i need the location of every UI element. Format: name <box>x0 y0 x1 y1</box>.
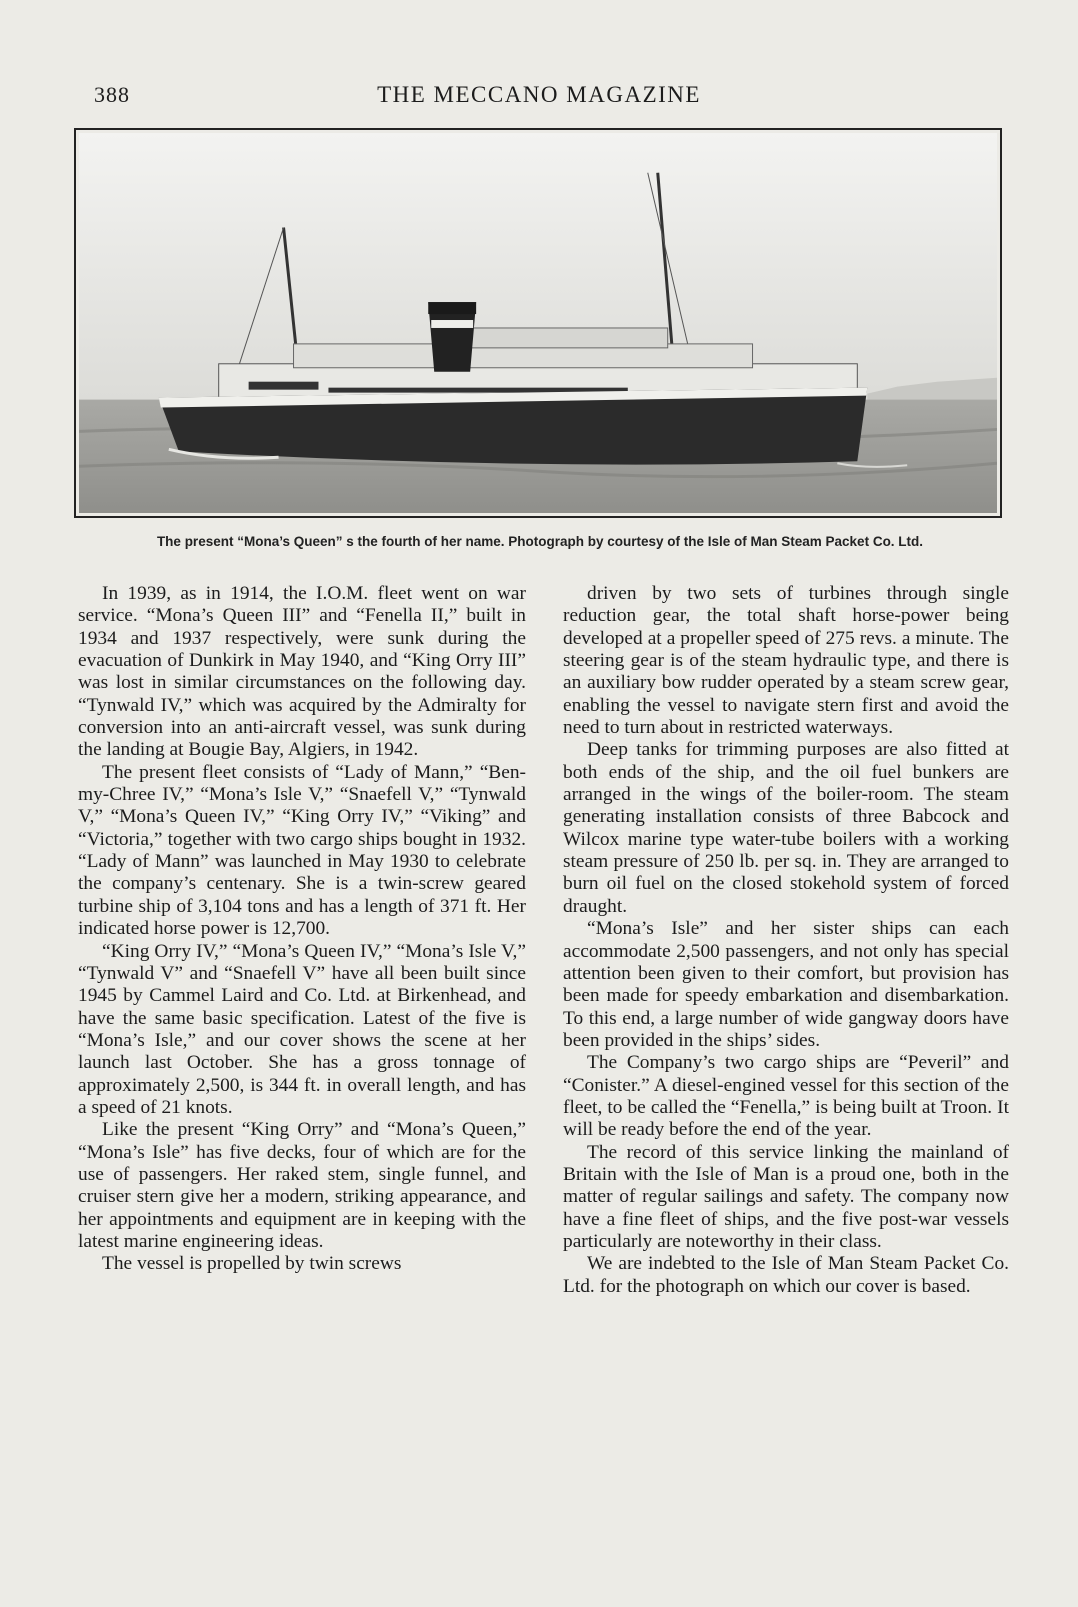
ship-photo-illustration <box>79 133 997 513</box>
paragraph: “Mona’s Isle” and her sister ships can each accommodate 2,500 passengers, and not only has special attention been given to their comfort, but provision has been made for speedy embarkation and disembarkation. To this end, a large number of wide gangway doors have been provided in the ships’ sides. <box>563 918 1009 1051</box>
paragraph: “King Orry IV,” “Mona’s Queen IV,” “Mona’s Isle V,” “Tynwald V” and “Snaefell V” have all been built since 1945 by Cammel Laird and Co. Ltd. at Birkenhead, and have the same basic specification. Latest of the five is “Mona’s Isle,” and our cover shows the scene at her launch last October. She has a gross tonnage of approximately 2,500, is 344 ft. in overall length, and has a speed of 21 knots. <box>78 940 526 1118</box>
photo-caption: The present “Mona’s Queen” s the fourth of her name. Photograph by courtesy of the Isle of Man Steam Packet Co. Ltd. <box>156 534 924 549</box>
paragraph: In 1939, as in 1914, the I.O.M. fleet went on war service. “Mona’s Queen III” and “Fenella II,” built in 1934 and 1937 respectively, were sunk during the evacuation of Dunkirk in May 1940, and “King Orry III” was lost in similar circumstances on the following day. “Tynwald IV,” which was acquired by the Admiralty for conversion into an anti-aircraft vessel, was sunk during the landing at Bougie Bay, Algiers, in 1942. <box>78 583 526 761</box>
page-number: 388 <box>94 82 130 107</box>
left-column <box>78 583 526 1276</box>
magazine-title: THE MECCANO MAGAZINE <box>377 82 701 107</box>
ship-photograph <box>74 128 1002 518</box>
paragraph: The Company’s two cargo ships are “Peveril” and “Conister.” A diesel-engined vessel for this section of the fleet, to be called the “Fenella,” is being built at Troon. It will be ready before the end of the year. <box>563 1052 1009 1141</box>
paragraph: We are indebted to the Isle of Man Steam Packet Co. Ltd. for the photograph on which our cover is based. <box>563 1253 1009 1297</box>
paragraph: driven by two sets of turbines through single reduction gear, the total shaft horse-power being developed at a propeller speed of 275 revs. a minute. The steering gear is of the steam hydraulic type, and there is an auxiliary bow rudder operated by a steam screw gear, enabling the vessel to navigate stern first and avoid the need to turn about in restricted waterways. <box>563 583 1009 739</box>
paragraph: The vessel is propelled by twin screws <box>102 1253 402 1275</box>
paragraph: Deep tanks for trimming purposes are also fitted at both ends of the ship, and the oil fuel bunkers are arranged in the wings of the boiler-room. The steam generating installation consists of three Babcock and Wilcox marine type water-tube boilers with a working steam pressure of 250 lb. per sq. in. They are arranged to burn oil fuel on the closed stokehold system of forced draught. <box>563 739 1009 917</box>
paragraph: The record of this service linking the mainland of Britain with the Isle of Man is a proud one, both in the matter of regular sailings and safety. The company now have a fine fleet of ships, and the five post-war vessels particularly are noteworthy in their class. <box>563 1141 1009 1252</box>
paragraph: The present fleet consists of “Lady of Mann,” “Ben-my-Chree IV,” “Mona’s Isle V,” “Snaefell V,” “Tynwald V,” “Mona’s Queen IV,” “King Orry IV,” “Viking” and “Victoria,” together with two cargo ships bought in 1932. “Lady of Mann” was launched in May 1930 to celebrate the company’s centenary. She is a twin-screw geared turbine ship of 3,104 tons and has a length of 371 ft. Her indicated horse power is 12,700. <box>78 761 526 940</box>
paragraph: Like the present “King Orry” and “Mona’s Queen,” “Mona’s Isle” has five decks, four of which are for the use of passengers. Her raked stem, single funnel, and cruiser stern give her a modern, striking appearance, and her appointments and equipment are in keeping with the latest marine engineering ideas. <box>78 1119 526 1252</box>
right-column <box>563 583 1009 1298</box>
